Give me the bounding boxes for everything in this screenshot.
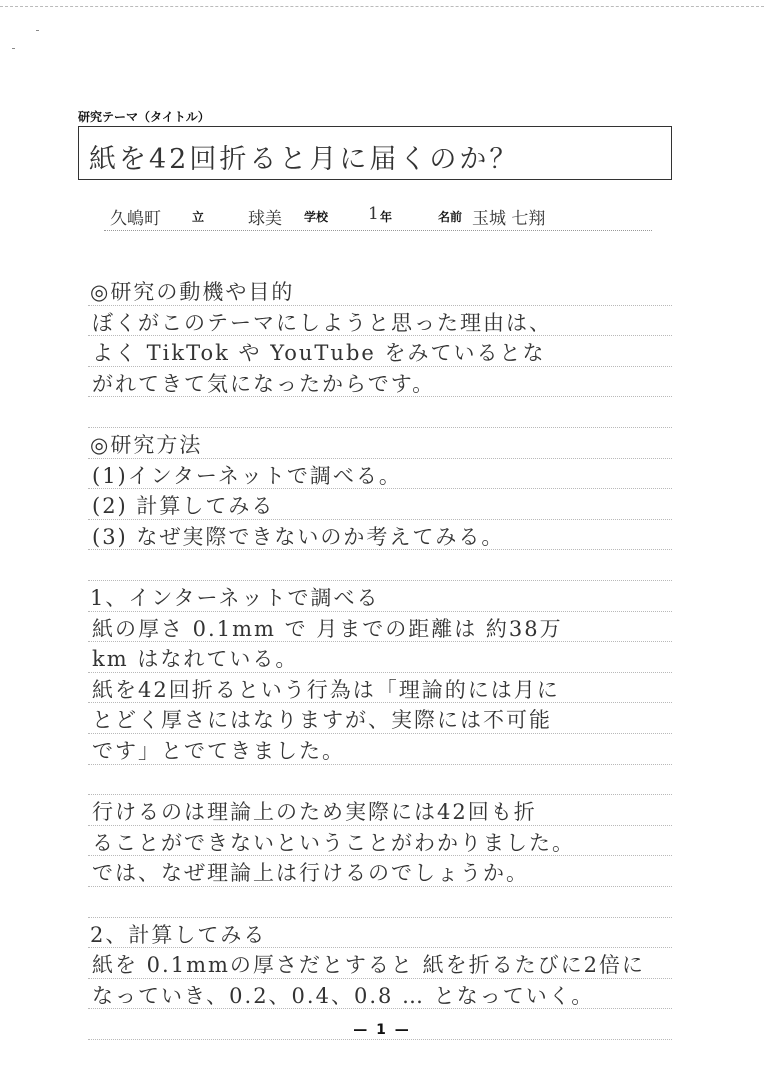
scan-speck: [12, 48, 15, 49]
page-number: — 1 —: [353, 1022, 411, 1038]
handwritten-line: ることができないということがわかりました。: [92, 830, 575, 855]
student-info-row: [0, 200, 764, 228]
name-label: 名前: [438, 210, 463, 224]
title-box: [78, 126, 672, 180]
handwritten-line: (1)インターネットで調べる。: [92, 463, 402, 488]
handwritten-line: 行けるのは理論上のため実際には42回も折: [92, 800, 537, 825]
handwritten-line: 紙の厚さ 0.1mm で 月までの距離は 約38万: [92, 616, 563, 641]
handwritten-line: 紙を 0.1mmの厚さだとすると 紙を折るたびに2倍に: [92, 953, 645, 978]
ruled-line: [88, 794, 672, 795]
establishment-label: 立: [192, 210, 205, 224]
handwritten-line: よく TikTok や YouTube をみているとな: [92, 341, 546, 366]
handwritten-line: とどく厚さにはなりますが、実際には不可能: [92, 708, 552, 733]
handwritten-line: ◎研究の動機や目的: [90, 280, 295, 304]
handwritten-line: (3) なぜ実際できないのか考えてみる。: [92, 524, 505, 549]
ruled-line: [88, 580, 672, 581]
research-title: 紙を42回折ると月に届くのか？: [89, 144, 520, 175]
town-name: 久嶋町: [110, 209, 161, 229]
handwritten-line: 1、インターネットで調べる: [90, 586, 380, 610]
top-border-line: [0, 6, 764, 7]
handwritten-line: 2、計算してみる: [90, 922, 267, 947]
handwritten-line: なっていき、0.2、0.4、0.8 … となっていく。: [92, 983, 595, 1008]
info-underline: [104, 230, 652, 231]
grade-label: 年: [380, 210, 393, 224]
school-name: 球美: [248, 209, 282, 229]
handwritten-line: ◎研究方法: [90, 433, 203, 457]
handwritten-line: ぼくがこのテーマにしようと思った理由は、: [92, 310, 552, 335]
handwritten-line: です」とでてきました。: [92, 739, 345, 763]
ruled-line: [88, 1039, 672, 1040]
school-label: 学校: [304, 210, 329, 224]
handwritten-line: 紙を42回折るという行為は「理論的には月に: [92, 677, 560, 702]
student-name: 玉城 七翔: [472, 209, 546, 229]
handwritten-line: (2) 計算してみる: [92, 494, 275, 519]
ruled-line: [88, 427, 672, 428]
ruled-line: [88, 917, 672, 918]
handwritten-line: では、なぜ理論上は行けるのでしょうか。: [92, 861, 529, 886]
grade-value: 1: [368, 204, 379, 224]
handwritten-line: km はなれている。: [92, 647, 299, 672]
handwritten-line: がれてきて気になったからです。: [92, 371, 436, 396]
theme-label: 研究テーマ（タイトル）: [78, 110, 210, 124]
scan-speck: [36, 30, 39, 31]
